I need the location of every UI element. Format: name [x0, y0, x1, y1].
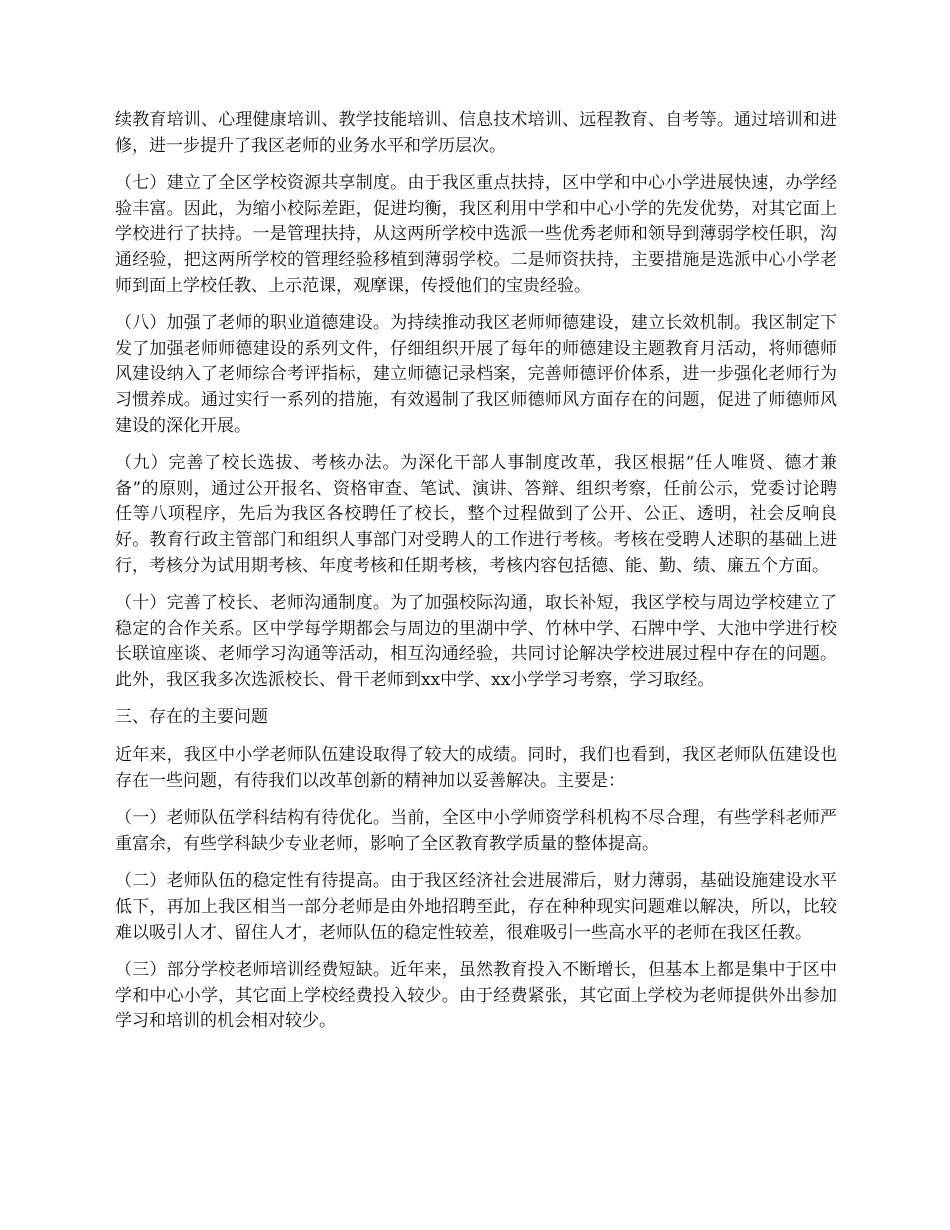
- paragraph-communication-system: （十）完善了校长、老师沟通制度。为了加强校际沟通，取长补短，我区学校与周边学校建立了稳定的合作关系。区中学每学期都会与周边的里湖中学、竹林中学、石牌中学、大池中学进行校长联谊座谈、老师学习沟通等活动，相互沟通经验，共同讨论解决学校进展过程中存在的问题。此外，我区我多次选派校长、骨干老师到xx中学、xx小学学习考察，学习取经。: [115, 593, 837, 690]
- paragraph-problems-intro: 近年来，我区中小学老师队伍建设取得了较大的成绩。同时，我们也看到，我区老师队伍建设也存在一些问题，有待我们以改革创新的精神加以妥善解决。主要是：: [115, 745, 837, 791]
- paragraph-problem-subject-structure: （一）老师队伍学科结构有待优化。当前，全区中小学师资学科机构不尽合理，有些学科老师严重富余，有些学科缺少专业老师，影响了全区教育教学质量的整体提高。: [115, 808, 837, 854]
- paragraph-professional-ethics: （八）加强了老师的职业道德建设。为持续推动我区老师师德建设，建立长效机制。我区制定下发了加强老师师德建设的系列文件，仔细组织开展了每年的师德建设主题教育月活动，将师德师风建设纳入了老师综合考评指标，建立师德记录档案，完善师德评价体系，进一步强化老师行为习惯养成。通过实行一系列的措施，有效遏制了我区师德师风方面存在的问题，促进了师德师风建设的深化开展。: [115, 313, 837, 436]
- document-body: [115, 108, 837, 1047]
- paragraph-training-continued: 续教育培训、心理健康培训、教学技能培训、信息技术培训、远程教育、自考等。通过培训和进修，进一步提升了我区老师的业务水平和学历层次。: [115, 110, 837, 156]
- section-heading-problems: 三、存在的主要问题: [115, 707, 268, 728]
- paragraph-principal-selection: （九）完善了校长选拔、考核办法。为深化干部人事制度改革，我区根据“任人唯贤、德才兼备”的原则，通过公开报名、资格审查、笔试、演讲、答辩、组织考察，任前公示，党委讨论聘任等八项程序，先后为我区各校聘任了校长，整个过程做到了公开、公正、透明，社会反响良好。教育行政主管部门和组织人事部门对受聘人的工作进行考核。考核在受聘人述职的基础上进行，考核分为试用期考核、年度考核和任期考核，考核内容包括德、能、勤、绩、廉五个方面。: [115, 453, 837, 576]
- paragraph-resource-sharing: （七）建立了全区学校资源共享制度。由于我区重点扶持，区中学和中心小学进展快速，办学经验丰富。因此，为缩小校际差距，促进均衡，我区利用中学和中心小学的先发优势，对其它面上学校进行了扶持。一是管理扶持，从这两所学校中选派一些优秀老师和领导到薄弱学校任职，沟通经验，把这两所学校的管理经验移植到薄弱学校。二是师资扶持，主要措施是选派中心小学老师到面上学校任教、上示范课，观摩课，传授他们的宝贵经验。: [115, 173, 837, 296]
- paragraph-problem-stability: （二）老师队伍的稳定性有待提高。由于我区经济社会进展滞后，财力薄弱，基础设施建设水平低下，再加上我区相当一部分老师是由外地招聘至此，存在种种现实问题难以解决，所以，比较难以吸引人才、留住人才，老师队伍的稳定性较差，很难吸引一些高水平的老师在我区任教。: [115, 871, 837, 943]
- paragraph-problem-training-funds: （三）部分学校老师培训经费短缺。近年来，虽然教育投入不断增长，但基本上都是集中于区中学和中心小学，其它面上学校经费投入较少。由于经费紧张，其它面上学校为老师提供外出参加学习和培训的机会相对较少。: [115, 960, 837, 1032]
